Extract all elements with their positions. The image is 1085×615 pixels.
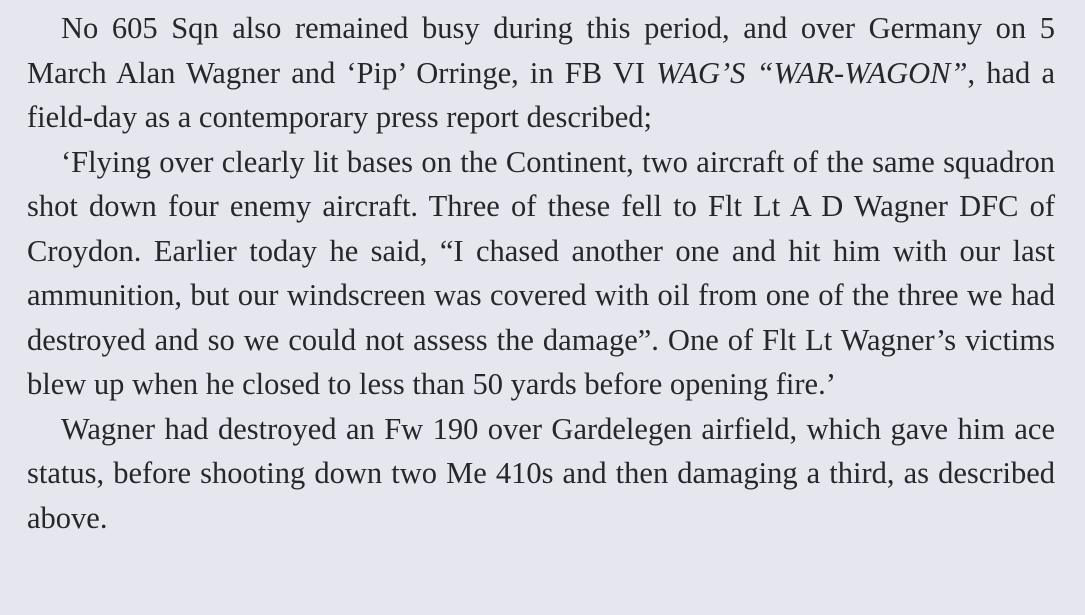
paragraph-1 <box>27 6 1055 140</box>
aircraft-name: WAG’S “WAR-WAGON” <box>656 55 968 90</box>
paragraph-1-text-start: No 605 Sqn also remained busy during this period, and over Germany on 5 March Alan Wagner and ‘Pip’ Orringe, in FB VI <box>27 11 1055 90</box>
paragraph-3: Wagner had destroyed an Fw 190 over Gardelegen airfield, which gave him ace status, before shooting down two Me 410s and then damaging a third, as described above. <box>27 411 1055 535</box>
paragraph-1-text-end: , had a field-day as a contemporary press report described; <box>27 55 1055 134</box>
paragraph-2-press-quote: ‘Flying over clearly lit bases on the Continent, two aircraft of the same squadron shot down four enemy aircraft. Three of these fell to Flt Lt A D Wagner DFC of Croydon. Earlier today he said, “I chased another one and hit him with our last ammunition, but our windscreen was covered with oil from one of the three we had destroyed and so we could not assess the damage”. One of Flt Lt Wagner’s victims blew up when he closed to less than 50 yards before opening fire.’ <box>27 144 1055 401</box>
